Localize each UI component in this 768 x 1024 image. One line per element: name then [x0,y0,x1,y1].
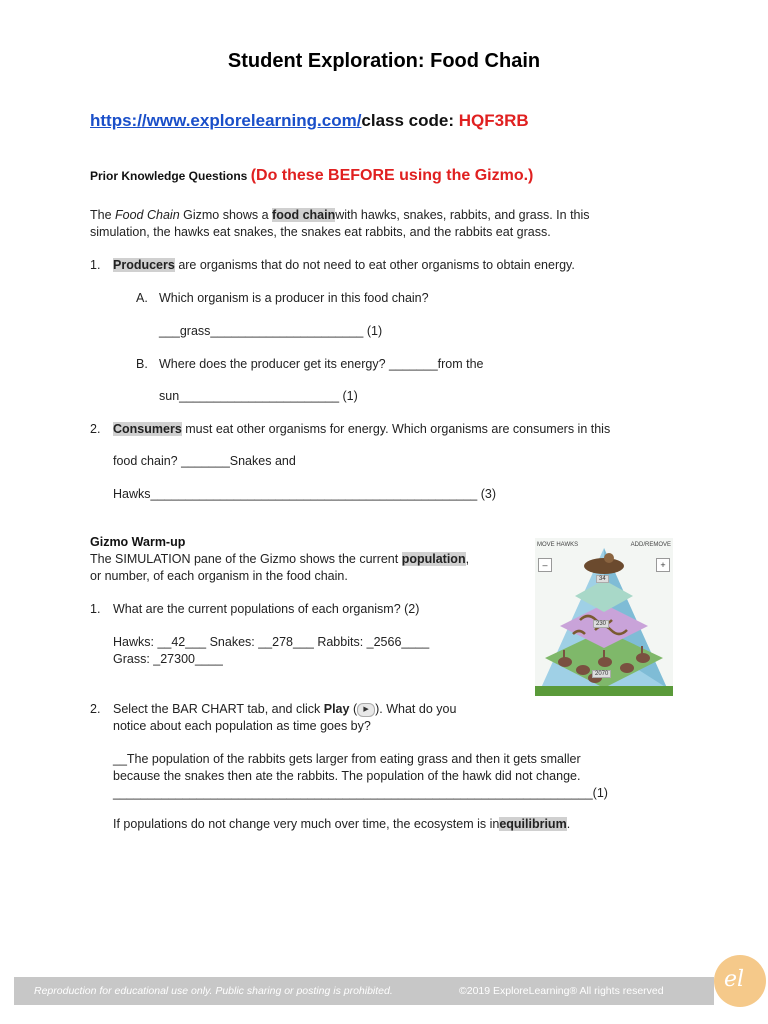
footer-copyright: ©2019 ExploreLearning® All rights reserved [459,985,664,997]
rabbit-count: 2070 [592,670,611,678]
consumers-term: Consumers [113,422,182,436]
gizmo-name: Food Chain [115,208,180,222]
class-code-label: class code: [361,111,459,130]
play-label: Play [323,702,350,716]
question-1b: B. Where does the producer get its energy? _______from the [136,357,484,371]
producers-term: Producers [113,258,175,272]
question-1a: A. Which organism is a producer in this food chain? [136,291,429,305]
intro-line-1: The Food Chain Gizmo shows a food chainwith hawks, snakes, rabbits, and grass. In this [90,208,590,222]
answer-1a: ___grass______________________ (1) [159,324,383,338]
warmup-answer-1: Hawks: __42___ Snakes: __278___ Rabbits: _2566____ Grass: _27300____ [113,635,430,666]
prior-knowledge-note: (Do these BEFORE using the Gizmo.) [250,167,534,184]
add-remove-label: ADD/REMOVE [630,542,671,548]
prior-knowledge-label: Prior Knowledge Questions [90,169,251,183]
warmup-intro: The SIMULATION pane of the Gizmo shows the current population, or number, of each organism in the food chain. [90,552,470,583]
question-2: 2. Consumers must eat other organisms for energy. Which organisms are consumers in this [90,422,611,436]
answer-2-line-1: food chain? _______Snakes and [113,454,296,468]
page-title: Student Exploration: Food Chain [227,50,541,72]
simulation-pane-image [535,538,673,696]
warmup-answer-2: __The population of the rabbits gets larger from eating grass and then it gets smaller because the snakes then ate the rabbits. The population of the hawk did not change. _____________________________________________________________________(1) [113,752,608,800]
answer-2-line-2: Hawks_______________________________________________ (3) [113,487,496,501]
minus-button[interactable]: – [538,558,552,572]
answer-1b: sun_______________________ (1) [159,389,358,403]
question-1: 1. Producers are organisms that do not need to eat other organisms to obtain energy. [90,258,575,272]
equilibrium-term: equilibrium [499,817,567,831]
equilibrium-sentence: If populations do not change very much over time, the ecosystem is inequilibrium. [113,817,571,831]
population-term: population [401,552,466,566]
class-code: HQF3RB [458,111,529,130]
play-icon: ▶ [357,703,375,717]
plus-button[interactable]: + [656,558,670,572]
footer-disclaimer: Reproduction for educational use only. Public sharing or posting is prohibited. [34,985,393,997]
snake-count: 230 [593,620,609,628]
move-hawks-label: MOVE HAWKS [537,542,579,548]
gizmo-warmup-heading: Gizmo Warm-up [90,535,186,549]
intro-paragraph [90,207,590,241]
hawk-count: 34 [596,575,609,583]
prior-knowledge-heading [90,167,533,185]
food-chain-term: food chain [272,208,336,222]
link-line [90,111,529,131]
intro-line-2: simulation, the hawks eat snakes, the snakes eat rabbits, and the rabbits eat grass. [90,225,551,239]
footer-bar [14,977,714,1005]
warmup-question-2: 2. Select the BAR CHART tab, and click Play ( ▶ ). What do you notice about each population as time goes by? [90,702,457,733]
explorelearning-link[interactable]: https://www.explorelearning.com/ [90,111,362,130]
warmup-question-1: 1. What are the current populations of each organism? (2) [90,602,420,616]
explorelearning-logo: el [714,955,766,1007]
